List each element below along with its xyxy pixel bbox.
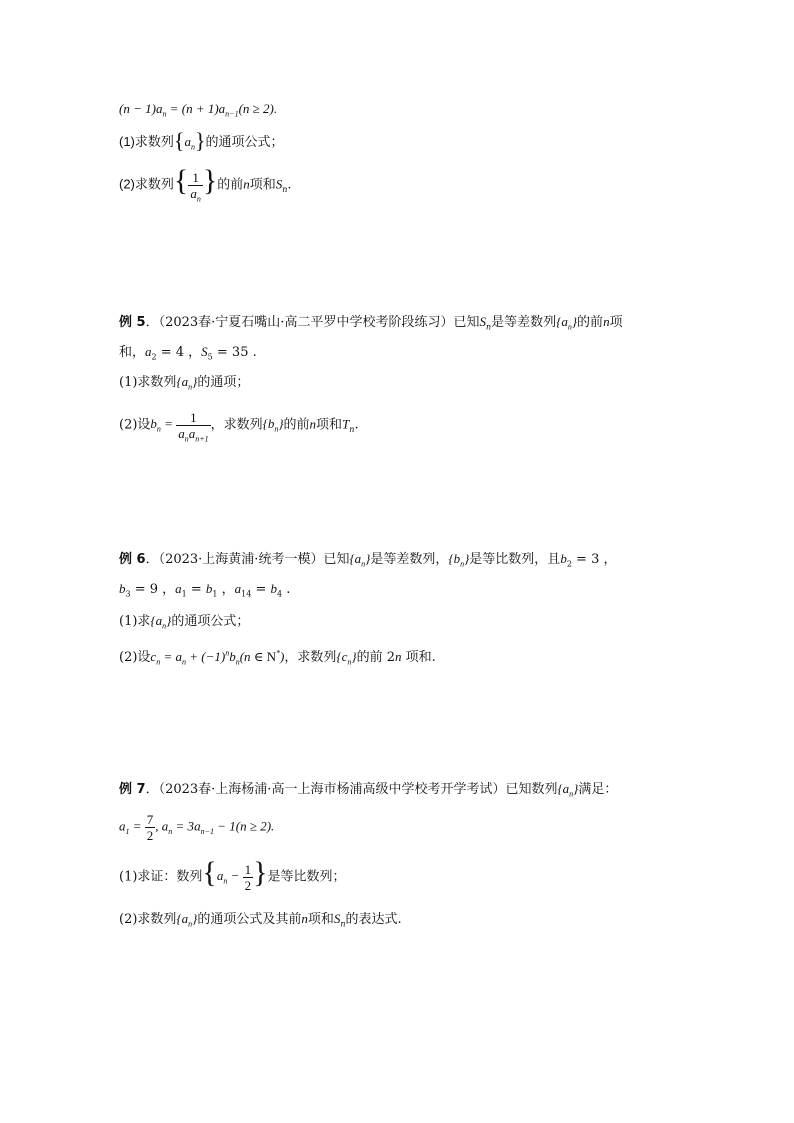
fraction-1-over-an-an1: $\frac{1}{a_na_{n+1}}$ [178, 410, 209, 444]
example5-stem: 例 5．（2023春·宁夏石嘴山·高二平罗中学校考阶段练习）已知$S_n$是等差数列$\{a_n\}$的前n项 [119, 314, 623, 332]
problem4-condition: $(n - 1)a_n = (n + 1)a_{n-1}(n \ge 2)$. [119, 101, 278, 119]
problem4-question2: (2)求数列{ $\frac{1}{a_n}$ }的前n项和$S_n$. [119, 164, 292, 204]
example7-question2: (2)求数列$\{a_n\}$的通项公式及其前n项和$S_n$的表达式. [119, 911, 402, 929]
example7-stem: 例 7．（2023春·上海杨浦·高一上海市杨浦高级中学校考开学考试）已知数列$\{a_n\}$满足： [119, 781, 618, 799]
example5-stem-cont: 和，$a_2 = 4$ ，$S_5 = 35$ . [119, 344, 257, 362]
fraction-1-over-2: $\frac{1}{2}$ [244, 862, 252, 893]
example5-question1: (1)求数列$\{a_n\}$的通项； [119, 374, 250, 392]
example7-condition: $a_1$ = $\frac{7}{2}$ , $a_n = 3a_{n-1} - 1(n \ge 2)$. [119, 812, 275, 843]
example5-question2: (2)设$b_n$ = $\frac{1}{a_na_{n+1}}$ ，求数列$\{b_n\}$的前n项和$T_n$. [119, 410, 359, 444]
fraction-7-over-2: $\frac{7}{2}$ [146, 812, 154, 843]
fraction-1-over-an: $\frac{1}{a_n}$ [190, 170, 201, 204]
problem4-question1: (1)求数列$\{a_n\}$的通项公式； [119, 128, 284, 153]
example7-question1: (1)求证：数列{$a_n$ − $\frac{1}{2}$ }是等比数列； [119, 856, 346, 893]
example6-stem: 例 6．（2023·上海黄浦·统考一模）已知$\{a_n\}$是等差数列，$\{b_n\}$是等比数列，且$b_2 = 3$ ， [119, 551, 617, 569]
example6-question1: (1)求$\{a_n\}$的通项公式； [119, 613, 250, 631]
example6-question2: (2)设$c_n = a_n + (-1)^nb_n(n$ ∈ N*)，求数列$\{c_n\}$的前 2n 项和. [119, 648, 436, 667]
example6-stem-cont: $b_3 = 9$ ，$a_1 = b_1$ ，$a_{14} = b_4$ . [119, 581, 291, 599]
